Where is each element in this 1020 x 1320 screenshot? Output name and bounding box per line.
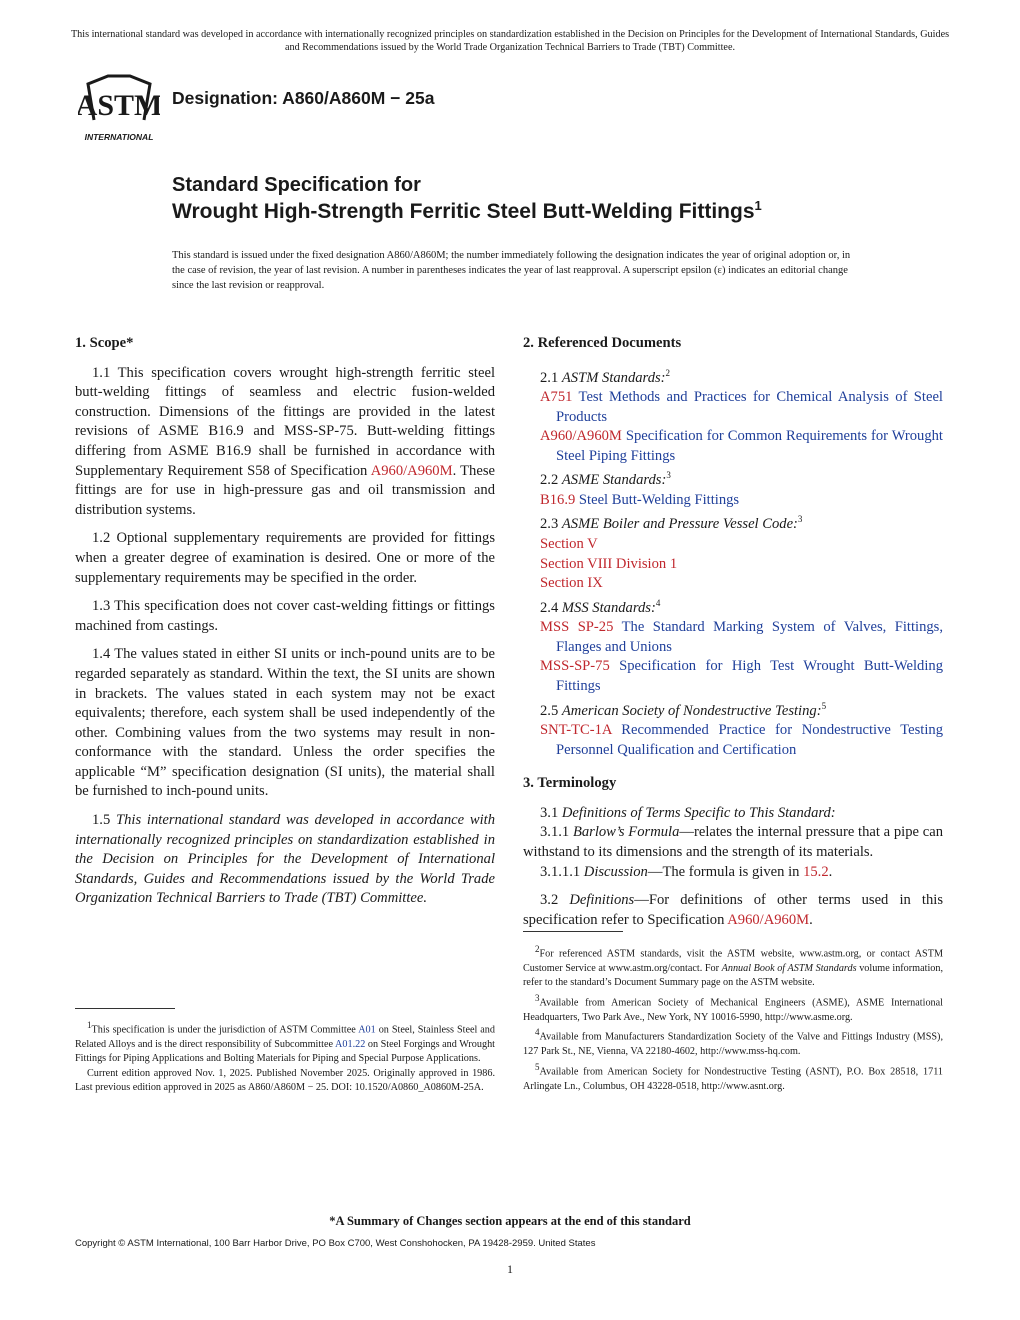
astm-logo (78, 72, 160, 144)
ref-section-viii[interactable]: Section VIII Division 1 (540, 555, 678, 572)
section-15-2-link[interactable]: 15.2 (803, 863, 829, 880)
ref-snt-tc-1a[interactable]: SNT-TC-1A Recommended Practice for Nondestructive Testing Personnel Qualification and Certification (540, 721, 943, 758)
logo-subtext: INTERNATIONAL (84, 132, 154, 142)
scope-1-5: 1.5 This international standard was developed in accordance with internationally recognized principles on standardization established in the Decision on Principles for the Development of International Standards, Guides and Recommendations issued by the World Trade Organization Technical Barriers to Trade (TBT) Committee. (75, 812, 496, 907)
footnote-rule-left (75, 1008, 175, 1009)
ref-sp75[interactable]: MSS-SP-75 Specification for High Test Wrought Butt-Welding Fittings (540, 658, 943, 694)
tbt-notice: This international standard was developed in accordance with internationally recognized principles on standardization established in the Decision on Principles for the Development of International Standards, Guides and Recommendations issued by the World Trade Organization Technical Barriers to Trade (TBT) Committee. (70, 29, 950, 53)
a01-22-link[interactable]: A01.22 (335, 1038, 366, 1050)
footnotes-left (75, 1018, 495, 1096)
issued-note: This standard is issued under the fixed designation A860/A860M; the number immediately following the designation indicates the year of original adoption or, in the case of revision, the year of last revision. A number in parentheses indicates the year of last reapproval. A superscript epsilon (ε) indicates an editorial change since the last revision or reapproval. (172, 250, 851, 291)
astm-standards-label: 2.1 ASTM Standards:$^2$ (540, 367, 671, 386)
footnote-4: $^4$Available from Manufacturers Standardization Society of the Valve and Fittings Industry (MSS), 127 Park St., NE, Vienna, VA 22180-4602, http://www.mss-hq.com. (523, 1027, 943, 1058)
scope-1-2: 1.2 Optional supplementary requirements are provided for fittings when a greater degree of examination is desired. One or more of the supplementary requirements may be specified in the order. (75, 530, 495, 586)
logo-letters: ASTM (78, 89, 160, 122)
ref-b16-9[interactable]: B16.9 Steel Butt-Welding Fittings (540, 491, 740, 508)
right-column (523, 334, 943, 939)
designation: Designation: A860/A860M − 25a (172, 88, 435, 108)
title-line-2 (172, 198, 762, 224)
scope-1-4: 1.4 The values stated in either SI units or inch-pound units are to be regarded separately as standard. Within the text, the SI units are shown in brackets. The values stated in each system may not be exact equivalents; therefore, each system shall be used independently of the other. Combining values from the two systems may result in non-conformance with the standard. Unless the order specifies the applicable “M” specification designation (SI units), the material shall be furnished to inch-pound units. (75, 646, 495, 800)
title-text: Wrought High-Strength Ferritic Steel Butt-Welding Fittings (172, 200, 755, 223)
a960-link-2[interactable]: A960/A960M (727, 911, 810, 928)
scope-1-3: 1.3 This specification does not cover cast-welding fittings or fittings machined from castings. (75, 598, 495, 634)
summary-of-changes-note: *A Summary of Changes section appears at the end of this standard (329, 1214, 691, 1228)
ref-a960[interactable]: A960/A960M Specification for Common Requirements for Wrought Steel Piping Fittings (540, 428, 943, 464)
refs-heading: 2. Referenced Documents (523, 335, 682, 351)
mss-standards-label: 2.4 MSS Standards:$^4$ (540, 597, 661, 616)
footnote-1: $^1$This specification is under the jurisdiction of ASTM Committee A01 on Steel, Stainless Steel and Related Alloys and is the direct responsibility of Subcommittee A01.22 on Steel Forgings and Wrought Fittings for Piping Applications and Bolting Materials for Piping and Special Purpose Applications. (75, 1020, 495, 1065)
terminology-heading: 3. Terminology (523, 775, 617, 792)
title-footnote-marker[interactable]: 1 (754, 198, 762, 213)
page-number: 1 (507, 1262, 513, 1276)
footnote-rule-right (523, 931, 623, 932)
term-3-1-1: 3.1.1 Barlow’s Formula—relates the internal pressure that a pipe can withstand to its dimensions and the strength of its materials. (523, 824, 943, 860)
copyright: Copyright © ASTM International, 100 Barr Harbor Drive, PO Box C700, West Conshohocken, PA 19428-2959. United States (75, 1238, 596, 1249)
ref-sp25[interactable]: MSS SP-25 The Standard Marking System of Valves, Fittings, Flanges and Unions (540, 619, 944, 655)
term-3-1: 3.1 Definitions of Terms Specific to This Standard: (540, 804, 836, 821)
ref-section-v[interactable]: Section V (540, 535, 598, 552)
term-3-1-1-1: 3.1.1.1 Discussion—The formula is given in 15.2. (540, 863, 833, 880)
ref-section-ix[interactable]: Section IX (540, 575, 603, 592)
footnote-2: $^2$For referenced ASTM standards, visit the ASTM website, www.astm.org, or contact ASTM Customer Service at www.astm.org/contact. For Annual Book of ASTM Standards volume information, refer to the standard’s Document Summary page on the ASTM website. (523, 944, 944, 989)
ref-a751[interactable]: A751 Test Methods and Practices for Chemical Analysis of Steel Products (540, 389, 943, 425)
a960-link[interactable]: A960/A960M (370, 462, 453, 479)
asme-standards-label: 2.2 ASME Standards:$^3$ (540, 470, 671, 489)
asnt-label: 2.5 American Society of Nondestructive Testing:$^5$ (540, 700, 827, 719)
bpvc-label: 2.3 ASME Boiler and Pressure Vessel Code:$^3$ (540, 514, 803, 533)
scope-heading: 1. Scope* (75, 335, 134, 351)
footnote-5: $^5$Available from American Society for Nondestructive Testing (ASNT), P.O. Box 28518, 1711 Arlingate Ln., Columbus, OH 43228-0518, http://www.asnt.org. (523, 1061, 943, 1092)
footnotes-right (523, 942, 943, 1094)
footnote-3: $^3$Available from American Society of Mechanical Engineers (ASME), ASME International Headquarters, Two Park Ave., New York, NY 10016-5990, http://www.asme.org. (523, 992, 943, 1023)
edition-note: Current edition approved Nov. 1, 2025. Published November 2025. Originally approved in 1986. Last previous edition approved in 2025 as A860/A860M − 25. DOI: 10.1520/A0860_A0860M-25A. (75, 1067, 495, 1094)
scope-1-1: 1.1 This specification covers wrought high-strength ferritic steel butt-welding fittings of seamless and electric fusion-welded construction. Dimensions of the fittings are provided in the latest revisions of ASME B16.9 and MSS-SP-75. Butt-welding fittings differing from ASME B16.9 shall be furnished in accordance with Supplementary Requirement S58 of Specification A960/A960M. These fittings are for use in high-pressure gas and oil transmission and distribution systems. (75, 364, 495, 518)
left-column (75, 334, 495, 918)
title-line-1: Standard Specification for (172, 174, 421, 196)
term-3-2: 3.2 Definitions—For definitions of other terms used in this specification refer to Specification A960/A960M. (523, 892, 944, 928)
a01-link[interactable]: A01 (358, 1024, 376, 1036)
